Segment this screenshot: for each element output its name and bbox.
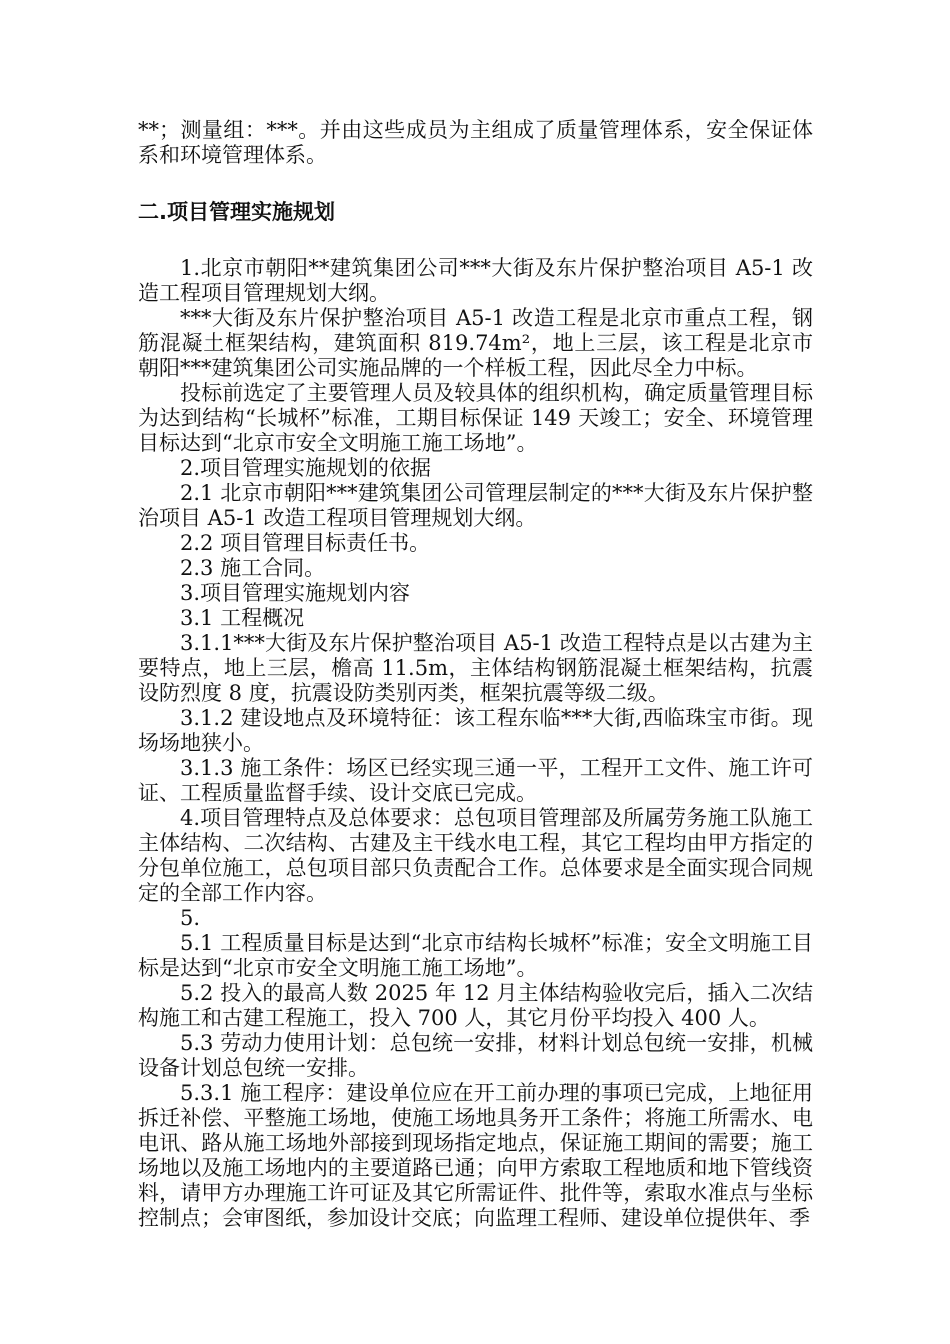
paragraph-16: 5.2 投入的最高人数 2025 年 12 月主体结构验收完后，插入二次结构施工和古建工程施工，投入 700 人，其它月份平均投入 400 人。 [138, 981, 813, 1030]
paragraph-4: 2.项目管理实施规划的依据 [180, 456, 432, 480]
paragraph-7: 2.3 施工合同。 [180, 556, 326, 580]
paragraph-10: 3.1.1***大街及东片保护整治项目 A5-1 改造工程特点是以古建为主要特点，地上三层，檐高 11.5m，主体结构钢筋混凝土框架结构，抗震设防烈度 8 度，抗震设防类别丙类，框架抗震等级二级。 [138, 631, 813, 705]
paragraph-1: 1.北京市朝阳**建筑集团公司***大街及东片保护整治项目 A5-1 改造工程项目管理规划大纲。 [138, 256, 813, 305]
paragraph-13: 4.项目管理特点及总体要求：总包项目管理部及所属劳务施工队施工主体结构、二次结构、古建及主干线水电工程，其它工程均由甲方指定的分包单位施工，总包项目部只负责配合工作。总体要求是全面实现合同规定的全部工作内容。 [138, 806, 813, 905]
paragraph-9: 3.1 工程概况 [180, 606, 305, 630]
paragraph-15: 5.1 工程质量目标是达到“北京市结构长城杯”标准；安全文明施工目标是达到“北京市安全文明施工施工场地”。 [138, 931, 813, 980]
paragraph-18: 5.3.1 施工程序：建设单位应在开工前办理的事项已完成，上地征用拆迁补偿、平整施工场地，使施工场地具务开工条件；将施工所需水、电电讯、路从施工场地外部接到现场指定地点，保证施工期间的需要；施工场地以及施工场地内的主要道路已通；向甲方索取工程地质和地下管线资料，请甲方办理施工许可证及其它所需证件、批件等，索取水准点与坐标控制点；会审图纸，参加设计交底；向监理工程师、建设单位提供年、季 [138, 1081, 813, 1230]
paragraph-14: 5. [180, 906, 201, 930]
paragraph-3: 投标前选定了主要管理人员及较具体的组织机构，确定质量管理目标为达到结构“长城杯”标准，工期目标保证 149 天竣工；安全、环境管理目标达到“北京市安全文明施工施工场地”。 [138, 381, 813, 455]
paragraph-17: 5.3 劳动力使用计划：总包统一安排，材料计划总包统一安排，机械设备计划总包统一安排。 [138, 1031, 813, 1080]
section-heading: 二.项目管理实施规划 [138, 200, 335, 224]
paragraph-6: 2.2 项目管理目标责任书。 [180, 531, 431, 555]
paragraph-2: ***大街及东片保护整治项目 A5-1 改造工程是北京市重点工程，钢筋混凝土框架结构，建筑面积 819.74m²，地上三层，该工程是北京市朝阳***建筑集团公司实施品牌的一个样板工程，因此尽全力中标。 [138, 306, 813, 380]
paragraph-11: 3.1.2 建设地点及环境特征：该工程东临***大街,西临珠宝市街。现场场地狭小。 [138, 706, 813, 755]
intro-paragraph: **；测量组：***。并由这些成员为主组成了质量管理体系，安全保证体系和环境管理体系。 [138, 118, 813, 167]
paragraph-8: 3.项目管理实施规划内容 [180, 581, 411, 605]
paragraph-12: 3.1.3 施工条件：场区已经实现三通一平，工程开工文件、施工许可证、工程质量监督手续、设计交底已完成。 [138, 756, 813, 805]
document-page [138, 118, 813, 1231]
paragraph-5: 2.1 北京市朝阳***建筑集团公司管理层制定的***大街及东片保护整治项目 A5-1 改造工程项目管理规划大纲。 [138, 481, 813, 530]
